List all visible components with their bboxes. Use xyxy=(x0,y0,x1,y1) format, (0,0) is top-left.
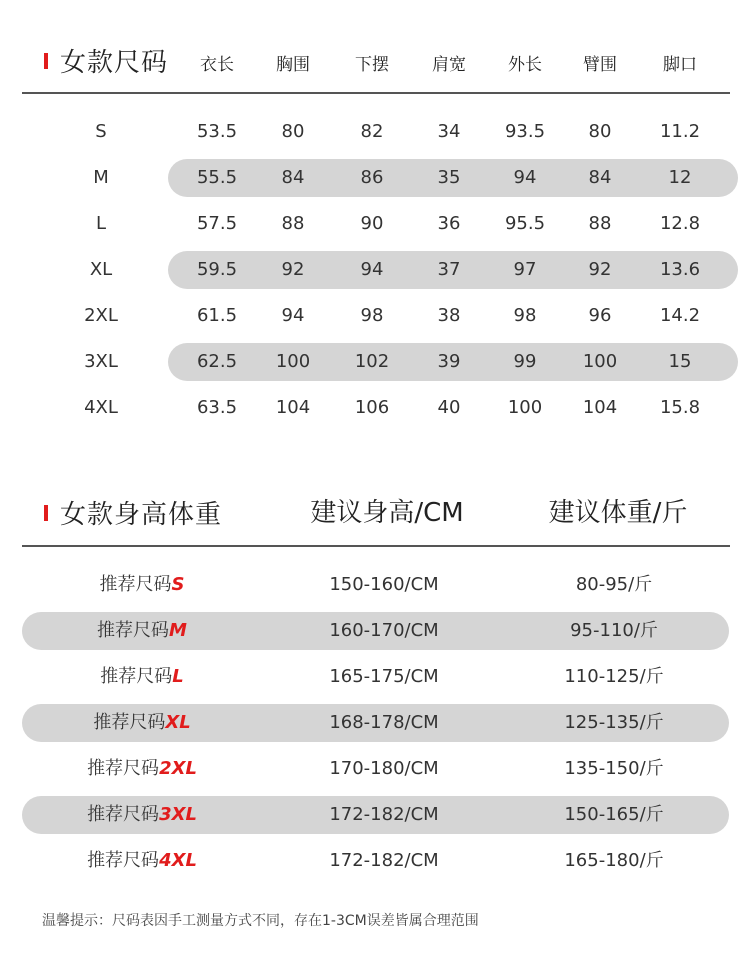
table-cell: 80 xyxy=(281,121,305,142)
size-label: L xyxy=(95,213,107,234)
table-cell: 53.5 xyxy=(196,121,238,142)
recommended-size-prefix: 推荐尺码 xyxy=(87,758,160,779)
table-cell: 40 xyxy=(437,397,461,418)
accent-bar xyxy=(44,505,48,521)
table-row xyxy=(0,389,750,427)
table-row xyxy=(0,343,750,381)
column-header: 臂围 xyxy=(583,55,617,75)
column-header: 胸围 xyxy=(276,55,310,75)
table-cell: 104 xyxy=(275,397,311,418)
size-label: 4XL xyxy=(84,397,118,418)
table-cell: 63.5 xyxy=(196,397,238,418)
size-label: S xyxy=(95,121,107,142)
table-cell: 36 xyxy=(437,213,461,234)
table-cell: 14.2 xyxy=(659,305,701,326)
divider xyxy=(22,92,730,94)
size-table-title-text: 女款尺码 xyxy=(60,48,169,78)
table-cell: 88 xyxy=(588,213,612,234)
table-cell: 39 xyxy=(437,351,461,372)
divider xyxy=(22,545,730,547)
weight-value: 150-165/斤 xyxy=(564,804,664,825)
table-cell: 88 xyxy=(281,213,305,234)
column-header: 外长 xyxy=(508,55,542,75)
accent-bar xyxy=(44,53,48,69)
table-row xyxy=(0,113,750,151)
recommended-size-prefix: 推荐尺码 xyxy=(99,574,172,595)
column-header: 肩宽 xyxy=(432,55,466,75)
recommended-size-label xyxy=(87,796,197,834)
table-cell: 93.5 xyxy=(504,121,546,142)
table-cell: 100 xyxy=(275,351,311,372)
table-cell: 15 xyxy=(668,351,692,372)
table-cell: 15.8 xyxy=(659,397,701,418)
height-value: 165-175/CM xyxy=(329,666,439,687)
weight-value: 135-150/斤 xyxy=(564,758,664,779)
recommended-size-value: L xyxy=(172,666,184,687)
size-label: M xyxy=(93,167,109,188)
table-cell: 38 xyxy=(437,305,461,326)
table-cell: 86 xyxy=(360,167,384,188)
table-cell: 92 xyxy=(281,259,305,280)
table-row xyxy=(0,566,750,604)
table-cell: 102 xyxy=(354,351,390,372)
recommended-size-prefix: 推荐尺码 xyxy=(97,620,170,641)
recommended-size-label xyxy=(87,842,197,880)
table-row xyxy=(0,159,750,197)
table-cell: 80 xyxy=(588,121,612,142)
column-header: 脚口 xyxy=(663,55,697,75)
table-cell: 96 xyxy=(588,305,612,326)
height-weight-title xyxy=(44,494,222,531)
table-cell: 99 xyxy=(513,351,537,372)
table-cell: 94 xyxy=(513,167,537,188)
table-cell: 97 xyxy=(513,259,537,280)
table-cell: 95.5 xyxy=(504,213,546,234)
column-header: 衣长 xyxy=(200,55,234,75)
measurement-note: 温馨提示：尺码表因手工测量方式不同，存在1-3CM误差皆属合理范围 xyxy=(42,913,479,929)
table-row xyxy=(0,842,750,880)
table-cell: 94 xyxy=(360,259,384,280)
table-row xyxy=(0,796,750,834)
table-row xyxy=(0,658,750,696)
recommended-size-label xyxy=(100,658,183,696)
table-cell: 98 xyxy=(360,305,384,326)
table-cell: 55.5 xyxy=(196,167,238,188)
weight-header: 建议体重/斤 xyxy=(548,498,688,528)
recommended-size-value: 2XL xyxy=(159,758,197,779)
table-row xyxy=(0,205,750,243)
recommended-size-label xyxy=(97,612,187,650)
table-cell: 98 xyxy=(513,305,537,326)
table-cell: 13.6 xyxy=(659,259,701,280)
size-table-title xyxy=(44,42,168,79)
table-cell: 104 xyxy=(582,397,618,418)
table-cell: 12.8 xyxy=(659,213,701,234)
table-row xyxy=(0,297,750,335)
table-cell: 35 xyxy=(437,167,461,188)
table-cell: 61.5 xyxy=(196,305,238,326)
table-cell: 84 xyxy=(588,167,612,188)
table-cell: 59.5 xyxy=(196,259,238,280)
table-cell: 94 xyxy=(281,305,305,326)
table-row xyxy=(0,612,750,650)
height-value: 172-182/CM xyxy=(329,804,439,825)
table-cell: 92 xyxy=(588,259,612,280)
size-label: 3XL xyxy=(84,351,118,372)
table-cell: 37 xyxy=(437,259,461,280)
table-row xyxy=(0,251,750,289)
recommended-size-value: 3XL xyxy=(159,804,197,825)
recommended-size-value: S xyxy=(171,574,185,595)
table-cell: 62.5 xyxy=(196,351,238,372)
table-cell: 90 xyxy=(360,213,384,234)
weight-value: 125-135/斤 xyxy=(564,712,664,733)
table-cell: 57.5 xyxy=(196,213,238,234)
weight-value: 165-180/斤 xyxy=(564,850,664,871)
recommended-size-label xyxy=(93,704,190,742)
recommended-size-prefix: 推荐尺码 xyxy=(93,712,166,733)
height-value: 172-182/CM xyxy=(329,850,439,871)
weight-value: 80-95/斤 xyxy=(575,574,653,595)
recommended-size-value: 4XL xyxy=(159,850,197,871)
table-cell: 84 xyxy=(281,167,305,188)
height-header: 建议身高/CM xyxy=(310,498,464,528)
height-value: 160-170/CM xyxy=(329,620,439,641)
table-cell: 34 xyxy=(437,121,461,142)
recommended-size-value: M xyxy=(169,620,187,641)
weight-value: 110-125/斤 xyxy=(564,666,664,687)
recommended-size-prefix: 推荐尺码 xyxy=(100,666,173,687)
table-row xyxy=(0,750,750,788)
size-label: XL xyxy=(89,259,113,280)
table-row xyxy=(0,704,750,742)
table-cell: 100 xyxy=(507,397,543,418)
weight-value: 95-110/斤 xyxy=(570,620,658,641)
recommended-size-label xyxy=(87,750,197,788)
recommended-size-value: XL xyxy=(165,712,191,733)
height-value: 150-160/CM xyxy=(329,574,439,595)
column-header: 下摆 xyxy=(355,55,389,75)
height-value: 170-180/CM xyxy=(329,758,439,779)
table-cell: 106 xyxy=(354,397,390,418)
height-weight-title-text: 女款身高体重 xyxy=(60,500,223,530)
table-cell: 100 xyxy=(582,351,618,372)
table-cell: 82 xyxy=(360,121,384,142)
table-cell: 12 xyxy=(668,167,692,188)
height-value: 168-178/CM xyxy=(329,712,439,733)
table-cell: 11.2 xyxy=(659,121,701,142)
recommended-size-prefix: 推荐尺码 xyxy=(87,804,160,825)
recommended-size-label xyxy=(100,566,185,604)
size-label: 2XL xyxy=(84,305,118,326)
recommended-size-prefix: 推荐尺码 xyxy=(87,850,160,871)
